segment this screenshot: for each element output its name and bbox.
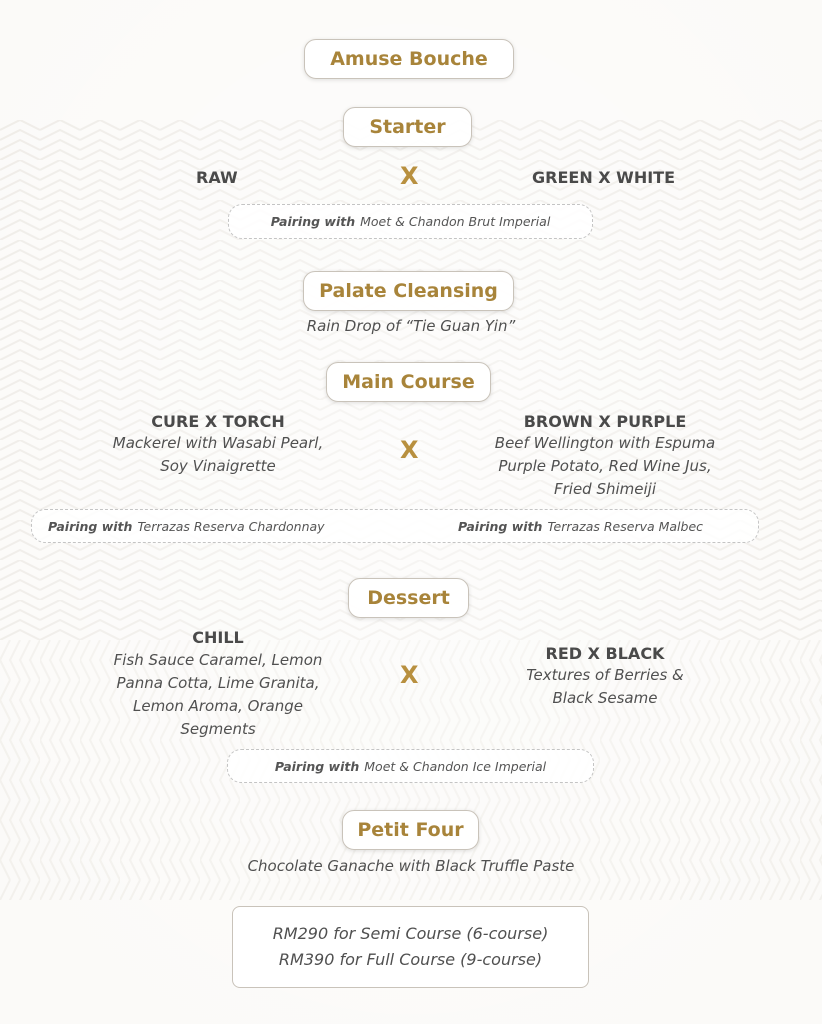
separator-x: X bbox=[400, 162, 419, 190]
dessert-pairing bbox=[227, 749, 594, 783]
section-title: Main Course bbox=[342, 371, 475, 393]
section-title: Petit Four bbox=[357, 819, 464, 841]
section-title: Starter bbox=[369, 116, 446, 138]
petit-desc: Chocolate Ganache with Black Truffle Paste bbox=[247, 857, 575, 875]
price-box bbox=[232, 906, 589, 988]
main-left-title: CURE X TORCH bbox=[151, 412, 285, 431]
section-dessert bbox=[348, 578, 469, 618]
price-full: RM390 for Full Course (9-course) bbox=[278, 950, 543, 969]
main-pairing-left bbox=[48, 519, 325, 534]
desc-line: Purple Potato, Red Wine Jus, bbox=[498, 457, 712, 475]
separator-x: X bbox=[400, 661, 419, 689]
pairing-wine: Terrazas Reserva Chardonnay bbox=[137, 518, 325, 534]
section-title: Dessert bbox=[367, 587, 450, 609]
dessert-right-title: RED X BLACK bbox=[545, 644, 665, 663]
main-right-desc bbox=[460, 432, 750, 501]
palate-desc: Rain Drop of “Tie Guan Yin” bbox=[306, 317, 516, 335]
desc-line: Fried Shimeiji bbox=[553, 480, 657, 498]
section-petit-four bbox=[342, 810, 479, 850]
dessert-left-desc bbox=[78, 649, 358, 741]
section-starter bbox=[343, 107, 472, 147]
pairing-wine: Moet & Chandon Brut Imperial bbox=[360, 214, 551, 229]
section-title: Amuse Bouche bbox=[330, 48, 488, 70]
starter-pairing bbox=[228, 204, 593, 239]
section-amuse-bouche bbox=[304, 39, 514, 79]
main-right-title: BROWN X PURPLE bbox=[523, 412, 687, 431]
desc-line: Soy Vinaigrette bbox=[160, 457, 276, 475]
main-pairing bbox=[31, 509, 759, 543]
main-pairing-right bbox=[458, 519, 703, 534]
section-main-course bbox=[326, 362, 491, 402]
pairing-wine: Moet & Chandon Ice Imperial bbox=[364, 758, 547, 774]
starter-right-dish: GREEN X WHITE bbox=[532, 168, 676, 187]
desc-line: Textures of Berries & bbox=[526, 666, 684, 684]
starter-left-dish: RAW bbox=[196, 168, 238, 187]
separator-x: X bbox=[400, 436, 419, 464]
pairing-prefix: Pairing with bbox=[458, 518, 543, 534]
desc-line: Mackerel with Wasabi Pearl, bbox=[112, 434, 324, 452]
main-left-desc bbox=[78, 432, 358, 478]
desc-line: Black Sesame bbox=[552, 689, 658, 707]
dessert-left-title: CHILL bbox=[192, 628, 244, 647]
desc-line: Beef Wellington with Espuma bbox=[494, 434, 716, 452]
section-palate-cleansing bbox=[303, 271, 514, 311]
section-title: Palate Cleansing bbox=[319, 280, 498, 302]
dessert-right-desc bbox=[470, 664, 740, 710]
desc-line: Fish Sauce Caramel, Lemon bbox=[113, 651, 323, 669]
desc-line: Panna Cotta, Lime Granita, bbox=[116, 674, 320, 692]
desc-line: Lemon Aroma, Orange bbox=[132, 697, 304, 715]
price-semi: RM290 for Semi Course (6-course) bbox=[272, 924, 549, 943]
pairing-prefix: Pairing with bbox=[48, 518, 133, 534]
pairing-wine: Terrazas Reserva Malbec bbox=[547, 518, 704, 534]
pairing-prefix: Pairing with bbox=[270, 214, 356, 229]
pairing-prefix: Pairing with bbox=[274, 758, 360, 774]
desc-line: Segments bbox=[180, 720, 256, 738]
